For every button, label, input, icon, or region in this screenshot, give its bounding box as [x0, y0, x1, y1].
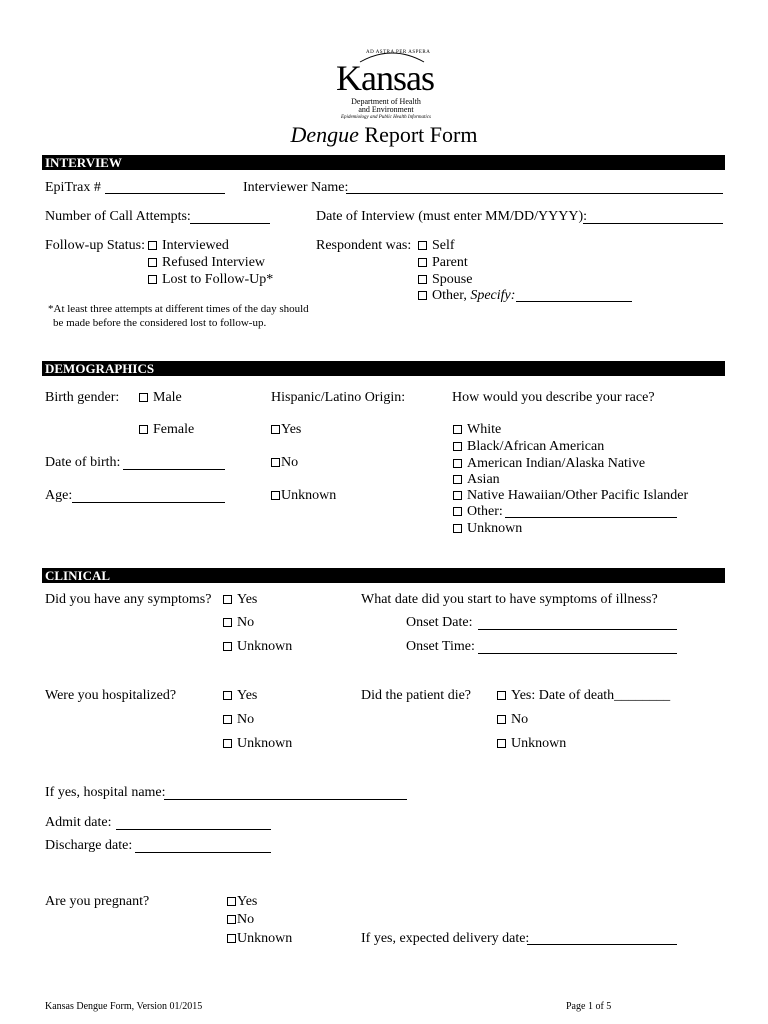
admit-date-input[interactable]: [116, 829, 271, 830]
respondent-self-checkbox[interactable]: Self: [418, 238, 455, 254]
hispanic-label: Hispanic/Latino Origin:: [271, 390, 406, 405]
dept-line-2: and Environment: [358, 105, 414, 114]
followup-refused-checkbox[interactable]: Refused Interview: [148, 255, 265, 271]
dob-input[interactable]: [123, 469, 225, 470]
discharge-date-label: Discharge date:: [45, 838, 133, 853]
interviewer-name-input[interactable]: [346, 193, 723, 194]
checkbox-icon: [223, 618, 232, 627]
epitrax-input[interactable]: [105, 193, 225, 194]
hispanic-unknown-checkbox[interactable]: Unknown: [271, 488, 336, 504]
checkbox-icon: [453, 442, 462, 451]
checkbox-icon: [223, 691, 232, 700]
die-yes-checkbox[interactable]: Yes: Date of death________: [497, 688, 670, 704]
onset-time-label: Onset Time:: [406, 639, 475, 654]
hospital-name-label: If yes, hospital name:: [45, 785, 166, 800]
race-black-checkbox[interactable]: Black/African American: [453, 439, 604, 455]
interview-date-label: Date of Interview (must enter MM/DD/YYYY):: [316, 209, 587, 224]
checkbox-icon: [223, 595, 232, 604]
checkbox-icon: [148, 275, 157, 284]
checkbox-icon: [227, 897, 236, 906]
section-header-demographics: DEMOGRAPHICS: [42, 361, 725, 376]
die-no-checkbox[interactable]: No: [497, 712, 528, 728]
followup-interviewed-checkbox[interactable]: Interviewed: [148, 238, 229, 254]
delivery-date-label: If yes, expected delivery date:: [361, 931, 530, 946]
hispanic-yes-checkbox[interactable]: Yes: [271, 422, 301, 438]
delivery-date-input[interactable]: [527, 944, 677, 945]
hospitalized-no-checkbox[interactable]: No: [223, 712, 254, 728]
checkbox-icon: [139, 425, 148, 434]
followup-note-line-2: be made before the considered lost to follow-up.: [53, 317, 267, 329]
age-input[interactable]: [72, 502, 225, 503]
hospitalized-label: Were you hospitalized?: [45, 688, 177, 703]
dept-line-1: Department of Health: [351, 97, 421, 106]
hospitalized-unknown-checkbox[interactable]: Unknown: [223, 736, 292, 752]
checkbox-icon: [453, 459, 462, 468]
section-header-clinical: CLINICAL: [42, 568, 725, 583]
epitrax-label: EpiTrax #: [45, 180, 101, 195]
checkbox-icon: [271, 458, 280, 467]
discharge-date-input[interactable]: [135, 852, 271, 853]
patient-die-label: Did the patient die?: [361, 688, 472, 703]
checkbox-icon: [223, 715, 232, 724]
pregnant-label: Are you pregnant?: [45, 894, 150, 909]
checkbox-icon: [453, 491, 462, 500]
followup-status-label: Follow-up Status:: [45, 238, 145, 253]
followup-note-line-1: *At least three attempts at different times of the day should: [48, 303, 309, 315]
checkbox-icon: [418, 258, 427, 267]
respondent-label: Respondent was:: [316, 238, 412, 253]
respondent-spouse-checkbox[interactable]: Spouse: [418, 272, 472, 288]
birth-gender-label: Birth gender:: [45, 390, 120, 405]
checkbox-icon: [418, 241, 427, 250]
admit-date-label: Admit date:: [45, 815, 112, 830]
race-unknown-checkbox[interactable]: Unknown: [453, 521, 522, 537]
symptoms-no-checkbox[interactable]: No: [223, 615, 254, 631]
checkbox-icon: [453, 425, 462, 434]
logo-arc-text: AD ASTRA PER ASPERA: [366, 50, 431, 55]
checkbox-icon: [227, 934, 236, 943]
hospitalized-yes-checkbox[interactable]: Yes: [223, 688, 257, 704]
checkbox-icon: [139, 393, 148, 402]
checkbox-icon: [497, 691, 506, 700]
pregnant-unknown-checkbox[interactable]: Unknown: [227, 931, 292, 947]
race-white-checkbox[interactable]: White: [453, 422, 501, 438]
hospital-name-input[interactable]: [164, 799, 407, 800]
checkbox-icon: [148, 258, 157, 267]
checkbox-icon: [223, 739, 232, 748]
footer-version: Kansas Dengue Form, Version 01/2015: [45, 1001, 203, 1012]
age-label: Age:: [45, 488, 73, 503]
footer-page-number: Page 1 of 5: [566, 1001, 612, 1012]
followup-lost-checkbox[interactable]: Lost to Follow-Up*: [148, 272, 273, 288]
race-american-indian-checkbox[interactable]: American Indian/Alaska Native: [453, 456, 645, 472]
onset-date-label: Onset Date:: [406, 615, 473, 630]
die-unknown-checkbox[interactable]: Unknown: [497, 736, 566, 752]
pregnant-no-checkbox[interactable]: No: [227, 912, 254, 928]
gender-female-checkbox[interactable]: Female: [139, 422, 194, 438]
checkbox-icon: [497, 739, 506, 748]
respondent-other-checkbox[interactable]: Other, Specify:: [418, 288, 515, 304]
checkbox-icon: [223, 642, 232, 651]
checkbox-icon: [453, 507, 462, 516]
dob-label: Date of birth:: [45, 455, 121, 470]
logo-wordmark: Kansas: [336, 58, 434, 98]
dept-line-3: Epidemiology and Public Health Informatics: [341, 115, 431, 120]
checkbox-icon: [418, 275, 427, 284]
pregnant-yes-checkbox[interactable]: Yes: [227, 894, 257, 910]
interview-date-input[interactable]: [583, 223, 723, 224]
symptoms-unknown-checkbox[interactable]: Unknown: [223, 639, 292, 655]
checkbox-icon: [453, 475, 462, 484]
call-attempts-label: Number of Call Attempts:: [45, 209, 191, 224]
checkbox-icon: [453, 524, 462, 533]
section-header-interview: INTERVIEW: [42, 155, 725, 170]
symptom-date-question: What date did you start to have symptoms of illness?: [361, 592, 658, 607]
checkbox-icon: [148, 241, 157, 250]
checkbox-icon: [271, 491, 280, 500]
race-question-label: How would you describe your race?: [452, 390, 655, 405]
checkbox-icon: [271, 425, 280, 434]
checkbox-icon: [418, 291, 427, 300]
symptoms-label: Did you have any symptoms?: [45, 592, 212, 607]
symptoms-yes-checkbox[interactable]: Yes: [223, 592, 257, 608]
race-pacific-islander-checkbox[interactable]: Native Hawaiian/Other Pacific Islander: [453, 488, 688, 504]
onset-time-input[interactable]: [478, 653, 677, 654]
checkbox-icon: [497, 715, 506, 724]
race-asian-checkbox[interactable]: Asian: [453, 472, 500, 488]
respondent-parent-checkbox[interactable]: Parent: [418, 255, 468, 271]
page-title: Dengue Report Form: [290, 122, 478, 147]
hispanic-no-checkbox[interactable]: No: [271, 455, 298, 471]
interviewer-name-label: Interviewer Name:: [243, 180, 349, 195]
call-attempts-input[interactable]: [190, 223, 270, 224]
respondent-other-input[interactable]: [516, 301, 632, 302]
race-other-input[interactable]: [505, 517, 677, 518]
checkbox-icon: [227, 915, 236, 924]
onset-date-input[interactable]: [478, 629, 677, 630]
gender-male-checkbox[interactable]: Male: [139, 390, 182, 406]
race-other-checkbox[interactable]: Other:: [453, 504, 503, 520]
